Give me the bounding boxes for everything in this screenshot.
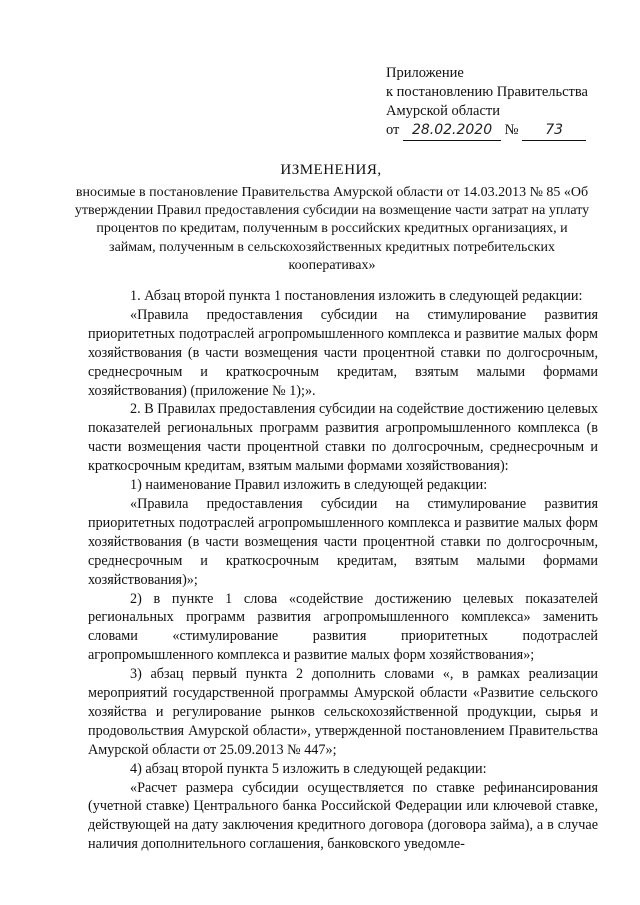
paragraph: 3) абзац первый пункта 2 дополнить словами «, в рамках реализации мероприятий государственной программы Амурской области «Развитие сельского хозяйства и регулирование рынков сельскохозяйственной продукции, сырья и продовольствия Амурской области», утвержденной постановлением Правительства Амурской области от 25.09.2013 № 447»; (88, 666, 598, 758)
paragraph: 1. Абзац второй пункта 1 постановления изложить в следующей редакции: (130, 288, 583, 304)
handwritten-date: 28.02.2020 (403, 121, 501, 141)
number-label: № (504, 122, 519, 138)
paragraph: «Правила предоставления субсидии на стимулирование развития приоритетных подотраслей агропромышленного комплекса и развитие малых форм хозяйствования (в части возмещения части процентной ставки по долгосрочным, среднесрочным и краткосрочным кредитам, взятым малыми формами хозяйствования)»; (88, 495, 598, 588)
from-label: от (386, 122, 400, 138)
document-title: ИЗМЕНЕНИЯ, (280, 162, 382, 178)
paragraph: 1) наименование Правил изложить в следующей редакции: (130, 477, 488, 494)
appendix-line-2: к постановлению Правительства (386, 84, 588, 100)
paragraph: 2. В Правилах предоставления субсидии на содействие достижению целевых показателей региональных программ развития агропромышленного комплекса (в части возмещения части процентной ставки по долгосрочным, среднесрочным и краткосрочным кредитам, взятым малыми формами хозяйствования): (88, 401, 598, 475)
handwritten-number: 73 (522, 121, 586, 141)
appendix-line-1: Приложение (386, 65, 464, 81)
appendix-header (386, 64, 588, 141)
paragraph: 4) абзац второй пункта 5 изложить в следующей редакции: (130, 760, 487, 777)
document-body (88, 287, 598, 854)
appendix-date-line (386, 121, 588, 141)
paragraph: «Правила предоставления субсидии на стимулирование развития приоритетных подотраслей агропромышленного комплекса и развитие малых форм хозяйствования (в части возмещения части процентной ставки по долгосрочным, среднесрочным и краткосрочным кредитам, взятым малыми формами хозяйствования) (приложение № 1);». (88, 306, 598, 399)
paragraph: «Расчет размера субсидии осуществляется по ставке рефинансирования (учетной ставке) Центрального банка Российской Федерации или ключевой ставке, действующей на дату заключения кредитного договора (договора займа), а в случае наличия дополнительного соглашения, банковского уведомле- (88, 779, 598, 853)
document-subtitle: вносимые в постановление Правительства Амурской области от 14.03.2013 № 85 «Об утверждении Правил предоставления субсидии на возмещение части затрат на уплату процентов по кредитам, полученным в российских кредитных организациях, и займам, полученным в сельскохозяйственных кредитных потребительских кооперативах» (74, 185, 590, 273)
paragraph: 2) в пункте 1 слова «содействие достижению целевых показателей региональных программ развития агропромышленного комплекса» заменить словами «стимулирование развития приоритетных подотраслей агропромышленного комплекса и развитие малых форм хозяйствования»; (88, 590, 598, 664)
appendix-line-3: Амурской области (386, 103, 500, 119)
